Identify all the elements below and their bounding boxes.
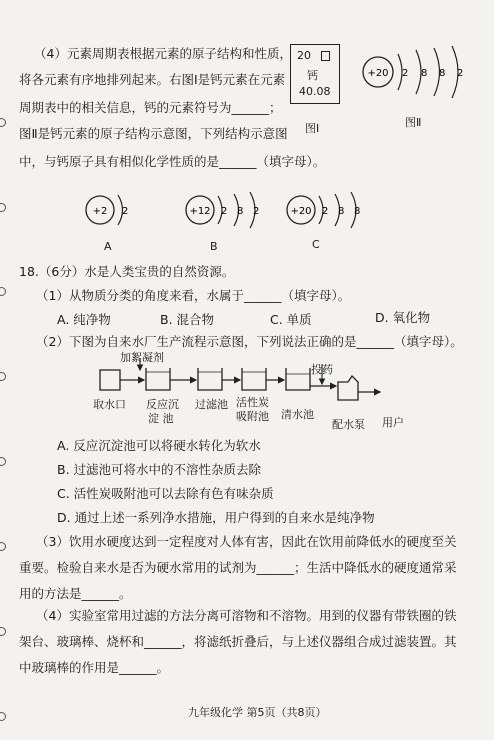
option-c-atom-diagram xyxy=(285,190,375,230)
q18-p1-option-d: D. 氧化物 xyxy=(375,310,431,325)
shell-electrons: 8 xyxy=(439,68,446,79)
nucleus-charge: +20 xyxy=(367,68,389,79)
q17-line-3: 周期表中的相关信息，钙的元素符号为______； xyxy=(19,100,282,115)
q18-part4-line3: 中玻璃棒的作用是______。 xyxy=(19,660,170,675)
q18-p2-option-b: B. 过滤池可将水中的不溶性杂质去除 xyxy=(57,462,262,477)
carbon-label-2: 吸附池 xyxy=(236,410,269,423)
q18-p2-option-a: A. 反应沉淀池可以将硬水转化为软水 xyxy=(57,438,261,453)
q18-part1: （1）从物质分类的角度来看，水属于______（填字母）。 xyxy=(36,288,351,303)
binding-hole xyxy=(0,712,6,721)
svg-text:+2: +2 xyxy=(92,206,108,217)
carbon-label-1: 活性炭 xyxy=(236,396,269,409)
shell-electrons: 2 xyxy=(457,68,464,79)
q18-p2-option-c: C. 活性炭吸附池可以去除有色有味杂质 xyxy=(57,486,274,501)
q17-line-4: 图Ⅱ是钙元素的原子结构示意图，下列结构示意图 xyxy=(19,126,288,141)
binding-hole xyxy=(0,457,6,466)
calcium-element-card xyxy=(290,44,340,104)
shell-electrons: 2 xyxy=(402,68,409,79)
q18-part3-line1: （3）饮用水硬度达到一定程度对人体有害，因此在饮用前降低水的硬度至关 xyxy=(36,534,457,549)
atomic-number: 20 xyxy=(297,49,311,62)
sedimentation-label-2: 淀 池 xyxy=(148,412,174,425)
svg-text:8: 8 xyxy=(237,206,244,217)
atomic-mass: 40.08 xyxy=(299,85,331,98)
q18-part2: （2）下图为自来水厂生产流程示意图，下列说法正确的是______（填字母）。 xyxy=(36,334,463,349)
symbol-blank-box xyxy=(321,51,330,61)
q17-line-5: 中，与钙原子具有相似化学性质的是______（填字母）。 xyxy=(19,154,326,169)
q18-p1-option-a: A. 纯净物 xyxy=(57,312,111,327)
option-c-label: C xyxy=(312,238,320,251)
binding-hole xyxy=(0,627,6,636)
pump-label: 配水泵 xyxy=(332,418,365,431)
option-b-atom-diagram xyxy=(184,190,274,230)
figure-2-label: 图Ⅱ xyxy=(405,116,422,129)
svg-text:8: 8 xyxy=(354,206,361,217)
calcium-atom-diagram xyxy=(360,40,470,110)
element-name: 钙 xyxy=(307,69,318,82)
chemical-dosing-label: 投药 xyxy=(311,363,333,376)
shell-electrons: 8 xyxy=(421,68,428,79)
q18-p1-option-b: B. 混合物 xyxy=(160,312,215,327)
q18-header: 18.（6分）水是人类宝贵的自然资源。 xyxy=(19,264,235,279)
q18-p1-option-c: C. 单质 xyxy=(270,312,312,327)
binding-hole xyxy=(0,118,6,127)
q18-p2-option-d: D. 通过上述一系列净水措施，用户得到的自来水是纯净物 xyxy=(57,510,375,525)
sedimentation-label-1: 反应沉 xyxy=(146,398,179,411)
q17-line-2: 将各元素有序地排列起来。右图Ⅰ是钙元素在元素 xyxy=(19,72,286,87)
intake-label: 取水口 xyxy=(93,398,126,411)
figure-1-label: 图Ⅰ xyxy=(305,122,320,135)
option-a-label: A xyxy=(104,240,112,253)
filter-label: 过滤池 xyxy=(195,398,228,411)
binding-hole xyxy=(0,203,6,212)
coagulant-label: 加絮凝剂 xyxy=(120,351,164,364)
svg-text:8: 8 xyxy=(338,206,345,217)
q18-part3-line2: 重要。检验自来水是否为硬水常用的试剂为______；生活中降低水的硬度通常采 xyxy=(19,560,457,575)
svg-text:2: 2 xyxy=(253,206,260,217)
option-b-label: B xyxy=(210,240,218,253)
svg-text:2: 2 xyxy=(221,206,228,217)
intake-box xyxy=(100,370,120,390)
binding-hole xyxy=(0,542,6,551)
q18-part4-line1: （4）实验室常用过滤的方法分离可溶物和不溶物。用到的仪器有带铁圈的铁 xyxy=(36,608,457,623)
option-a-atom-diagram xyxy=(84,190,134,230)
q17-line-1: （4）元素周期表根据元素的原子结构和性质， xyxy=(34,46,292,61)
binding-hole xyxy=(0,372,6,381)
svg-text:2: 2 xyxy=(322,206,329,217)
svg-text:+20: +20 xyxy=(290,206,312,217)
page-footer: 九年级化学 第5页（共8页） xyxy=(188,706,327,719)
user-label: 用户 xyxy=(382,416,404,429)
binding-hole xyxy=(0,287,6,296)
q18-part4-line2: 架台、玻璃棒、烧杯和______，将滤纸折叠后，与上述仪器组合成过滤装置。其 xyxy=(19,634,457,649)
clear-water-label: 清水池 xyxy=(281,408,314,421)
svg-text:2: 2 xyxy=(122,206,129,217)
svg-text:+12: +12 xyxy=(189,206,211,217)
q18-part3-line3: 用的方法是______。 xyxy=(19,586,132,601)
